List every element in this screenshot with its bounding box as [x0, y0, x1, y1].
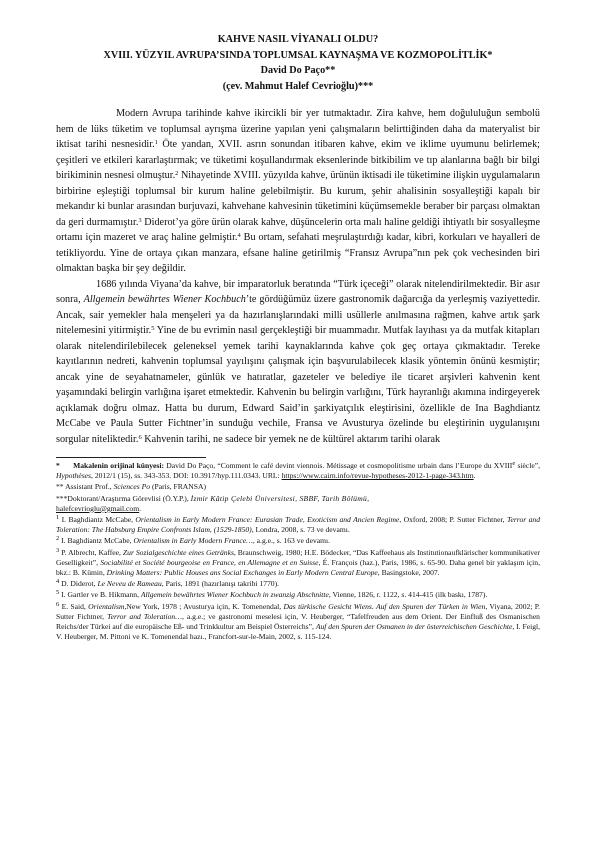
footnote-3-title-2: Sociabilité et Société bourgeoise en France, en Allemagne et en Suisse [100, 557, 319, 567]
footnote-1-title-2: Terror and Toleration: The Habsburg Empire Confronts Islam, (1529-1850) [56, 515, 541, 535]
footnote-4-text-b: , Paris, 1891 (hazırlanışı takribi 1770). [161, 579, 280, 589]
footnote-star-text-a: David Do Paço, “Comment le café devint viennois. Métissage et cosmopolitisme urbain dans l’Europe du XVIII [164, 461, 513, 470]
body-text [56, 106, 540, 447]
paragraph-1-text-e: Bu ortam, sefahati meşrulaştırdığı kadar, kibri, korkuları ve hayalleri de tetikliyordu. Yine de ortaya çıkan manzara, efsane haline getirilmiş “Fransız Avrupa”nın pek çok vechesinden biri olmaktan başka bir şey değildir. [56, 232, 540, 274]
footnote-2-text-a: I. Baghdiantz McCabe, [59, 536, 134, 546]
footnote-3-text-d: , Basingstoke, 2007. [377, 568, 440, 578]
paragraph-1 [56, 106, 540, 277]
footnote-double-star-end: (Paris, FRANSA) [150, 482, 206, 492]
title-block [56, 32, 540, 94]
footnote-3-number: 3 [56, 546, 60, 554]
footnote-ref-2[interactable]: 2 [175, 170, 179, 177]
footnote-6-title-3: Terror and Toleration… [107, 611, 182, 621]
footnote-star [56, 461, 540, 481]
footnote-2 [56, 536, 540, 546]
document-page [56, 30, 540, 642]
translator-email-link[interactable]: halefcevrioglu@gmail.com [56, 503, 140, 513]
footnote-1-text-b: , Oxford, 2008; P. Sutter Fichtner, [399, 515, 507, 525]
paragraph-2-text-a: 1686 yılında Viyana’da kahve, bir imparatorluk beratında “Türk içeceği” olarak nitelendirilmektedir. Bir asır sonra, [56, 278, 540, 305]
footnote-3-text-a: P. Albrecht, Kaffee, [59, 547, 123, 557]
footnote-4 [56, 579, 540, 589]
footnote-5-number: 5 [56, 589, 60, 597]
paragraph-1-text-a: Modern Avrupa tarihinde kahve ikircikli bir yer tutmaktadır. Zira kahve, hem doğululuğun sembolü hem de lüks tüketim ve toplumsal ayrışma üzerine yapılan yeni çalışmaların belirttiğinden daha da materyalist bir iktisat tarihi nesnesidir. [56, 108, 540, 150]
footnote-triple-star [56, 494, 540, 514]
footnote-6-text-b: ,New York, 1978 ; Avusturya için, K. Tomenendal, [124, 601, 284, 611]
footnote-3-title-1: Zur Sozialgeschichte eines Getränks [122, 547, 234, 557]
footnote-6-title-1: Orientalism [88, 601, 125, 611]
footnote-separator [56, 457, 206, 458]
footnote-1-text-c: , Londra, 2008, s. 73 ve devamı. [251, 525, 350, 535]
paragraph-1-text-c: Nihayetinde XVIII. yüzyılda kahve, ürünün iktisadi ile tüketimine ilişkin uygulamaların birbirine eşleştiği toplumsal bir kurum haline gelebilmiştir. Bu kurum, şehir ahalisinin sosyalleştiği kapalı bir mekandır ki bunlar arasından burjuvazi, kahvehane kahvesinin tüketimini küçümsemekle beraber bir parçası olmaktan da geri durmamıştır. [56, 170, 540, 228]
footnote-6 [56, 602, 540, 643]
footnote-3-text-b: , Braunschweig, 1980; H.E. Bödecker, “Das Kaffeehaus als Institutionaufklärischer kommunikativer Geselligkeit”, [56, 547, 540, 567]
footnote-1 [56, 515, 540, 535]
cookbook-title: Allgemein bewährtes Wiener Kochbuch [83, 294, 246, 305]
footnote-triple-star-end: . [139, 503, 142, 513]
footnote-2-number: 2 [56, 535, 60, 543]
footnote-6-title-2: Das türkische Gesicht Wiens. Auf den Spuren der Türken in Wien [283, 601, 486, 611]
footnote-6-text-c: , Viyana, 2002; P. Sutter Fichtner, [56, 601, 541, 621]
footnote-triple-star-institution: İzmir Kâtip Çelebi Üniversitesi, SBBF, Tarih Bölümü [190, 493, 368, 503]
footnote-star-url-link[interactable]: https://www.cairn.info/revue-hypotheses-2012-1-page-343.htm [281, 471, 474, 481]
footnote-4-number: 4 [56, 578, 60, 586]
footnote-double-star-institution: Sciences Po [113, 482, 151, 492]
footnote-star-mark: * [56, 461, 60, 470]
author-name: David Do Paço** [260, 65, 336, 76]
footnote-double-star [56, 482, 540, 492]
paragraph-2-text-c: Yine de bu evrimin nasıl gerçekleştiği bir muammadır. Mutfak layıhası ya da mutfak kitapları olarak nitelendirilebilecek geleneksel yemek tarihi kaynaklarında kahve çok geç ortaya çıkmaktadır. Tereke kayıtlarının nedreti, kahvenin toplumsal yayılışını çalışmak için başvurulabilecek klasik yöntemin önünü kesmiştir; ancak yine de seyahatnameler, günlük ve hatıratlar, gazeteler ve belediye ile ticaret arşivleri kahvenin kent yaşamındaki belirgin varlığına işaret etmektedir. Kahvenin bu belirgin varlığını, Türk hayranlığı akımına indirgeyerek açıklamak doğru olmaz. Hatta bu durum, Edward Said’in şarkiyatçılık eleştirisini, özellikle de Ina Baghdiantz McCabe ve Paula Sutter Fichtner’in sunduğu vechile, Fransa ve Avusturya özelinde bu eleştirinin uygulanışını sorgular niteliktedir. [56, 325, 540, 445]
article-title: KAHVE NASIL VİYANALI OLDU? [217, 34, 379, 45]
footnote-4-title: Le Neveu de Rameau [97, 579, 162, 589]
footnote-6-text-a: E. Said, [59, 601, 89, 611]
footnote-6-title-4: Auf den Spuren der Osmanen in der österreichischen Geschichte [315, 622, 513, 632]
footnote-3-text-c: , É. François (haz.), Paris, 1986, s. 65-90. Daha genel bir yaklaşım için, bkz.: B. Kümin, [56, 557, 540, 578]
article-subtitle: XVIII. YÜZYIL AVRUPA’SINDA TOPLUMSAL KAYNAŞMA VE KOZMOPOLİTLİK* [103, 49, 493, 61]
footnote-3 [56, 548, 540, 579]
footnote-5-text-a: I. Gartler ve B. Hikmann, [59, 590, 141, 600]
footnote-ref-6[interactable]: 6 [138, 433, 142, 441]
footnote-star-sup: e [512, 460, 516, 467]
footnote-triple-star-comma: , [367, 493, 370, 503]
footnote-5-text-b: , Vienne, 1826, r. 1122, s. 414-415 (ilk baskı, 1787). [328, 590, 488, 600]
footnotes [56, 461, 540, 642]
footnote-star-journal: Hypothèses [56, 471, 92, 481]
footnote-5-title: Allgemein bewährtes Wiener Kochbuch in zwanzig Abschnitte [140, 590, 329, 600]
paragraph-1-text-b: Öte yandan, XVII. asrın sonundan itibaren kahve, ekim ve iklime uyumunu belirlemek; çeşitleri ve etkileri kararlaştırmak; ve tüketimi koşullandırmak eksenlerinde bitkibilim ve tıp alanlarına bağlı bir bilgi birikiminin nesnesi olmuştur. [56, 139, 540, 181]
paragraph-2-text-b: ’te gördüğümüz üzere gastronomik dağarcığa da yerleşmiş vaziyettedir. Ancak, sair yemekler hala menşeleri ya da hazırlanışlarındaki milli usüllerle anılmasına rağmen, kahve artık şark nitelemesini yitirmiştir. [56, 294, 540, 336]
paragraph-2-text-d: Kahvenin tarihi, ne sadece bir yemek ne de kültürel aktarım tarihi olarak [141, 433, 441, 445]
footnote-star-text-b: siècle”, [515, 461, 541, 470]
footnote-1-number: 1 [56, 514, 60, 522]
footnote-star-lead: Makalenin orijinal künyesi: [73, 461, 164, 470]
footnote-1-title-1: Orientalism in Early Modern France: Eurasian Trade, Exoticism and Ancien Regime [135, 515, 400, 525]
footnote-ref-1[interactable]: 1 [154, 139, 158, 146]
translator-name: (çev. Mahmut Halef Cevrioğlu)*** [222, 80, 374, 92]
footnote-2-text-b: , a.g.e., s. 163 ve devamı. [252, 536, 331, 546]
footnote-star-end: . [473, 471, 476, 481]
footnote-ref-5[interactable]: 5 [151, 325, 155, 332]
paragraph-1-text-d: Diderot’ya göre ürün olarak kahve, düşüncelerin orta malı haline geldiği ihtiyatlı bir sosyalleşme ortamı için mazeret ve araç haline gelmiştir. [56, 216, 540, 243]
footnote-ref-4[interactable]: 4 [237, 232, 241, 239]
footnote-double-star-text: ** Assistant Prof., [56, 482, 114, 492]
footnote-3-title-3: Drinking Matters: Public Houses ans Social Exchanges in Early Modern Central Europe [106, 568, 378, 578]
footnote-1-text-a: I. Baghdiantz McCabe, [59, 515, 136, 525]
footnote-triple-star-text: ***Doktorant/Araştırma Görevlisi (Ö.Y.P.), [56, 493, 191, 503]
footnote-6-number: 6 [56, 600, 60, 608]
footnote-5 [56, 590, 540, 600]
footnote-star-text-c: , 2012/1 (15), ss. 343-353. DOI: 10.3917/hyp.111.0343. URL: [91, 471, 282, 481]
footnote-ref-3[interactable]: 3 [138, 216, 142, 224]
footnote-6-text-e: , I. Feigl, V. Heuberger, M. Pittoni ve K. Tomenendal hazı., Francfort-sur-le-Main, 2002, s. 115-124. [56, 622, 541, 642]
paragraph-2 [56, 277, 540, 448]
footnote-2-title: Orientalism in Early Modern France… [133, 536, 253, 546]
footnote-4-text-a: D. Diderot, [59, 579, 98, 589]
footnote-6-text-d: , a.g.e.; ve gastronomi meselesi için, V. Heuberger, “Tafelfreuden aus dem Orient. Der Einfluß des Osmanischen Reichs/der Türkei auf die europäische Eß- und Trinkkultur am Beispiel Österreichs”, [56, 611, 540, 632]
